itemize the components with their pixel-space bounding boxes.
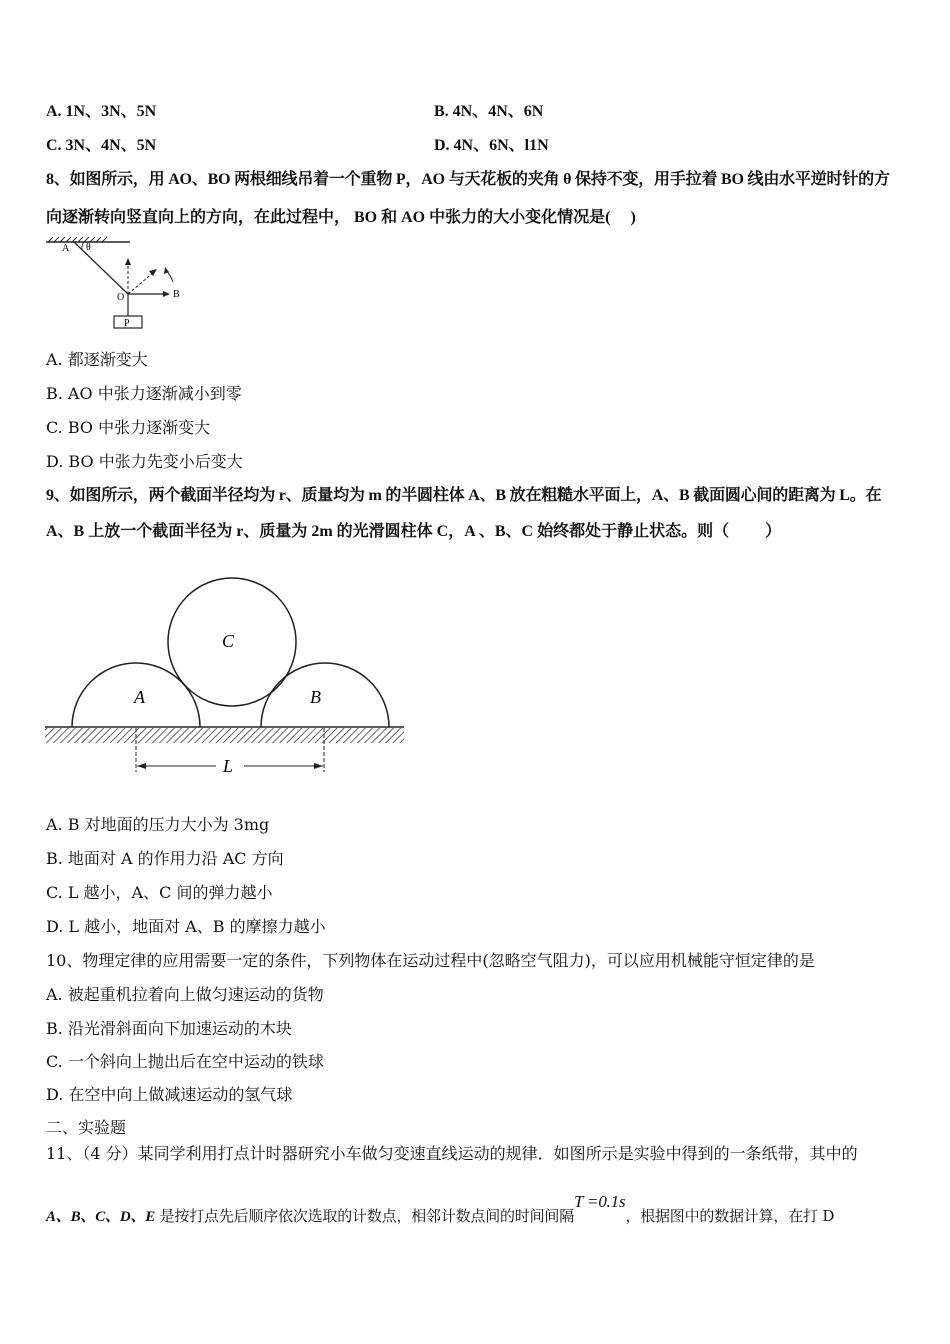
q7-option-d: D. 4N、6N、l1N bbox=[434, 137, 549, 154]
q8-option-c: C. BO 中张力逐渐变大 bbox=[46, 418, 211, 437]
q11-points: A、B、C、D、E bbox=[46, 1209, 156, 1225]
q10-option-d: D. 在空中向上做减速运动的氢气球 bbox=[46, 1085, 293, 1104]
q9-label-c: C bbox=[222, 631, 235, 651]
q7-option-b: B. 4N、4N、6N bbox=[434, 103, 544, 120]
q11-text-end: ，根据图中的数据计算，在打 D bbox=[625, 1207, 835, 1225]
q10-option-b: B. 沿光滑斜面向下加速运动的木块 bbox=[46, 1019, 292, 1038]
q11-formula: T =0.1s bbox=[574, 1192, 626, 1211]
q9-option-c: C. L 越小，A、C 间的弹力越小 bbox=[46, 883, 273, 902]
q8-label-b: B bbox=[173, 289, 180, 300]
q10-option-c: C. 一个斜向上抛出后在空中运动的铁球 bbox=[46, 1052, 324, 1071]
q11-stem-line2 bbox=[46, 1192, 835, 1227]
q8-label-a: A bbox=[62, 243, 70, 254]
q8-label-o: O bbox=[117, 292, 125, 303]
q10-stem: 10、物理定律的应用需要一定的条件，下列物体在运动过程中(忽略空气阻力)，可以应用机械能守恒定律的是 bbox=[46, 951, 815, 970]
q9-option-b: B. 地面对 A 的作用力沿 AC 方向 bbox=[46, 849, 284, 868]
q7-option-c: C. 3N、4N、5N bbox=[46, 137, 157, 154]
q9-figure bbox=[40, 572, 410, 782]
q9-label-a: A bbox=[134, 687, 145, 707]
q11-text-mid: 是按打点先后顺序依次选取的计数点，相邻计数点间的时间间隔 bbox=[155, 1207, 575, 1225]
q8-option-b: B. AO 中张力逐渐减小到零 bbox=[46, 384, 242, 403]
q8-stem-line2: 向逐渐转向竖直向上的方向，在此过程中， BO 和 AO 中张力的大小变化情况是( ) bbox=[46, 209, 636, 226]
q8-label-theta: θ bbox=[86, 242, 91, 253]
q9-option-a: A. B 对地面的压力大小为 3mg bbox=[46, 815, 270, 834]
q10-option-a: A. 被起重机拉着向上做匀速运动的货物 bbox=[46, 985, 324, 1004]
q11-stem-line1: 11、（4 分）某同学利用打点计时器研究小车做匀变速直线运动的规律．如图所示是实验中得到的一条纸带，其中的 bbox=[46, 1144, 858, 1163]
section-title: 二、实验题 bbox=[46, 1118, 127, 1137]
q8-label-p: P bbox=[124, 318, 130, 329]
q8-option-d: D. BO 中张力先变小后变大 bbox=[46, 452, 243, 471]
q8-figure bbox=[44, 234, 194, 334]
q7-option-a: A. 1N、3N、5N bbox=[46, 103, 157, 120]
q9-label-b: B bbox=[310, 687, 321, 707]
q8-option-a: A. 都逐渐变大 bbox=[46, 350, 148, 369]
q9-stem-line2: A、B 上放一个截面半径为 r、质量为 2m 的光滑圆柱体 C，A 、B、C 始终都处于静止状态。则（ ） bbox=[46, 523, 782, 540]
q9-stem-line1: 9、如图所示，两个截面半径均为 r、质量均为 m 的半圆柱体 A、B 放在粗糙水平面上，A、B 截面圆心间的距离为 L。在 bbox=[46, 487, 882, 504]
q8-stem-line1: 8、如图所示，用 AO、BO 两根细线吊着一个重物 P，AO 与天花板的夹角 θ 保持不变，用手拉着 BO 线由水平逆时针的方 bbox=[46, 171, 890, 188]
q9-label-l: L bbox=[223, 756, 234, 776]
q9-option-d: D. L 越小，地面对 A、B 的摩擦力越小 bbox=[46, 917, 326, 936]
